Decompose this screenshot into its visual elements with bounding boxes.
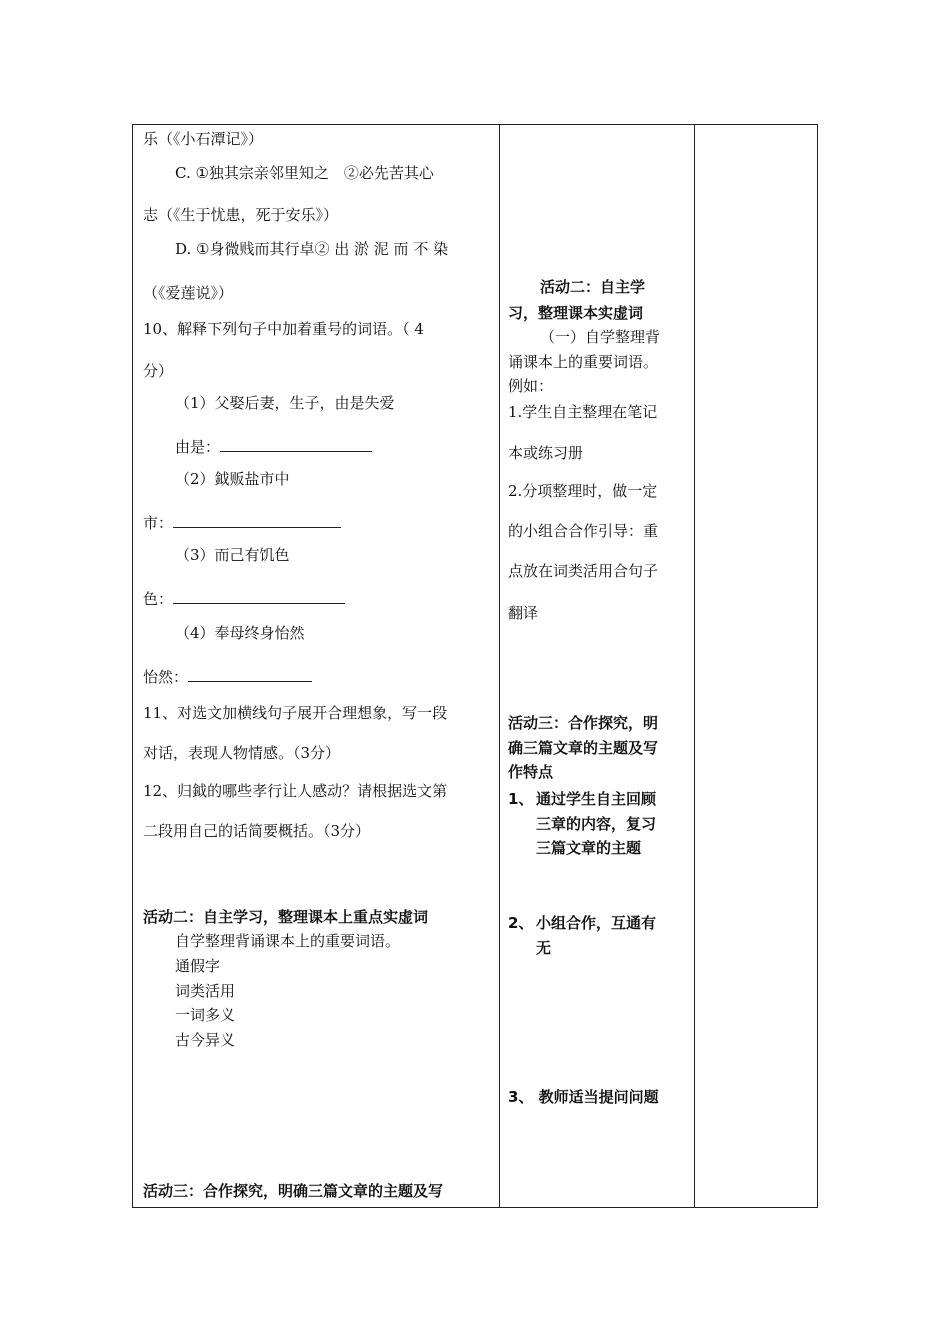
activity-2-heading: 活动二：自主学习，整理课本上重点实虚词 xyxy=(143,908,429,926)
item-1-cont: 三章的内容，复习 xyxy=(536,815,657,833)
activity-2-desc: 自学整理背诵课本上的重要词语。 xyxy=(175,932,401,950)
question-12: 12、归鉞的哪些孝行让人感动？请根据选文第 xyxy=(143,782,448,800)
point-2: 2.分项整理时，做一定 xyxy=(508,482,658,500)
item-2-cont: 无 xyxy=(536,939,552,957)
activity-2-title: 活动二：自主学 xyxy=(540,278,646,296)
item-1: 通过学生自主回顾 xyxy=(536,790,657,808)
item-1-cont: 三篇文章的主题 xyxy=(536,839,642,857)
item-number: 1、 xyxy=(508,790,534,808)
activity-3-heading: 活动三：合作探究，明确三篇文章的主题及写 xyxy=(143,1182,444,1200)
point-2-cont: 翻译 xyxy=(508,604,539,622)
lesson-table xyxy=(132,124,818,1208)
item-3: 3、 教师适当提问问题 xyxy=(508,1088,659,1106)
text-line: 乐（《小石潭记》） xyxy=(143,130,264,148)
question-10: 10、解释下列句子中加着重号的词语。（ 4 xyxy=(143,320,424,338)
example-label: 例如： xyxy=(508,377,554,395)
list-item: 古今异义 xyxy=(175,1031,236,1049)
answer-label: 色： xyxy=(143,590,174,608)
list-item: 通假字 xyxy=(175,957,221,975)
answer-blank[interactable] xyxy=(173,589,345,604)
question-12-cont: 二段用自己的话简要概括。（3分） xyxy=(143,822,371,840)
sub-heading-cont: 诵课本上的重要词语。 xyxy=(508,353,659,371)
sentence-2: （2）鉞贩盐市中 xyxy=(175,470,290,488)
sentence-4: （4）奉母终身怡然 xyxy=(175,624,305,642)
sub-heading: （一）自学整理背 xyxy=(540,328,661,346)
item-2: 小组合作，互通有 xyxy=(536,914,657,932)
answer-2 xyxy=(143,513,341,533)
activity-2-title-cont: 习，整理课本实虚词 xyxy=(508,304,644,322)
answer-blank[interactable] xyxy=(188,667,312,682)
answer-3 xyxy=(143,589,345,609)
point-2-cont: 的小组合合作引导：重 xyxy=(508,522,659,540)
answer-label: 怡然： xyxy=(143,668,189,686)
list-item: 词类活用 xyxy=(175,982,236,1000)
sentence-3: （3）而己有饥色 xyxy=(175,546,290,564)
answer-1 xyxy=(175,437,372,457)
point-1-cont: 本或练习册 xyxy=(508,444,584,462)
option-d: D. ①身微贱而其行卓② 出 淤 泥 而 不 染 xyxy=(175,240,449,258)
point-1: 1.学生自主整理在笔记 xyxy=(508,403,658,421)
activity-3-title-cont: 确三篇文章的主题及写 xyxy=(508,739,659,757)
point-2-cont: 点放在词类活用合句子 xyxy=(508,562,659,580)
answer-label: 市： xyxy=(143,514,174,532)
activity-3-title: 活动三：合作探究，明 xyxy=(508,714,659,732)
question-11: 11、对选文加横线句子展开合理想象，写一段 xyxy=(143,704,448,722)
question-11-cont: 对话，表现人物情感。（3分） xyxy=(143,744,341,762)
notes-column xyxy=(695,125,817,1207)
sentence-1: （1）父娶后妻，生子，由是失爱 xyxy=(175,394,395,412)
exercise-column xyxy=(133,125,499,1207)
option-c: C. ①独其宗亲邻里知之 ②必先苦其心 xyxy=(175,164,434,182)
option-d-cont: （《爱莲说》） xyxy=(143,284,234,302)
activity-column xyxy=(500,125,694,1207)
list-item: 一词多义 xyxy=(175,1006,236,1024)
answer-blank[interactable] xyxy=(220,437,372,452)
item-number: 2、 xyxy=(508,914,534,932)
option-c-cont: 志（《生于忧患，死于安乐》） xyxy=(143,206,339,224)
answer-label: 由是： xyxy=(175,438,221,456)
question-10-cont: 分） xyxy=(143,362,174,380)
answer-blank[interactable] xyxy=(173,513,341,528)
answer-4 xyxy=(143,667,312,687)
activity-3-title-cont: 作特点 xyxy=(508,763,554,781)
